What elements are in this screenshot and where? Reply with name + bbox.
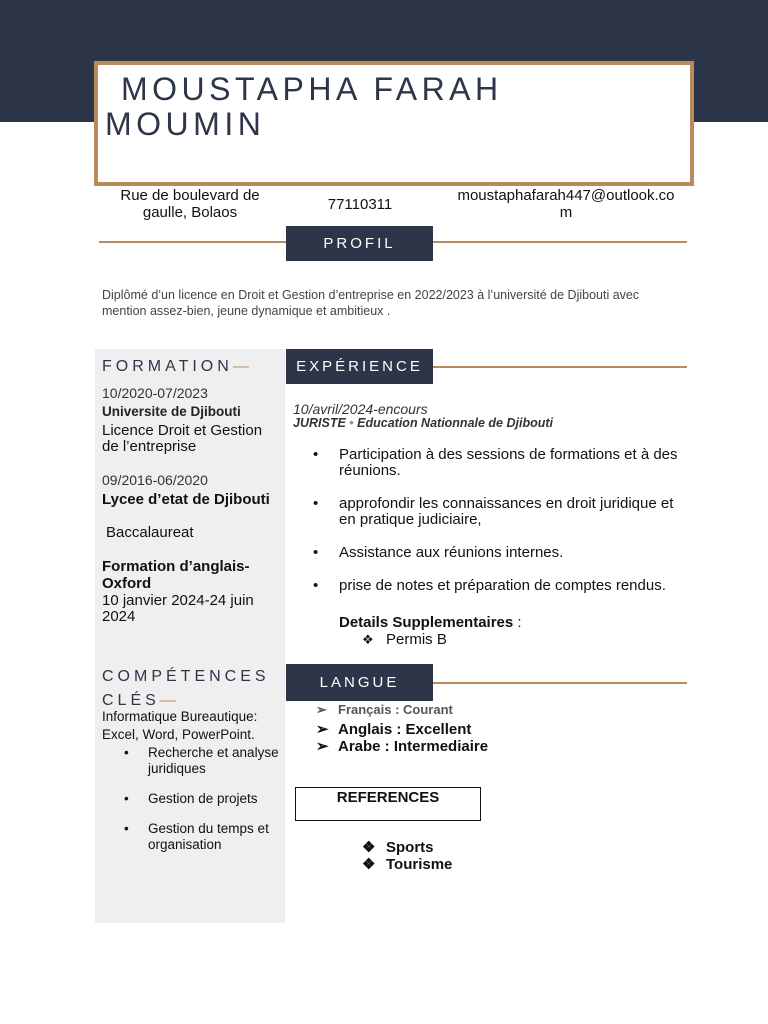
competences-list: [120, 745, 280, 867]
formation-dates-2: 09/2016-06/2020: [102, 472, 208, 488]
langue-item-1: ➢ Français : Courant: [316, 702, 453, 717]
formation-dates-3: 10 janvier 2024-24 juin 2024: [102, 592, 254, 625]
experience-date: 10/avril/2024-encours: [293, 401, 428, 417]
profil-text: Diplômé d’un licence en Droit et Gestion d’entreprise en 2022/2023 à l’université de Djibouti avec mention assez-bien, jeune dynamique et ambitieux .: [102, 288, 640, 318]
references-box: [295, 787, 481, 821]
formation-school-1: Universite de Djibouti: [102, 404, 241, 419]
formation-heading: FORMATION—: [102, 358, 249, 375]
formation-school-3: Formation d’anglais-Oxford: [102, 558, 250, 592]
profil-heading: PROFIL: [286, 226, 433, 261]
experience-role-line: JURISTE • Education Nationnale de Djibouti: [293, 416, 553, 430]
details-heading: Details Supplementaires :: [339, 614, 522, 631]
experience-list: [313, 447, 683, 611]
contact-email: moustaphafarah447@outlook.co m: [457, 187, 675, 221]
experience-heading: EXPÉRIENCE: [286, 349, 433, 384]
competences-heading: COMPÉTENCES CLÉS—: [102, 668, 270, 709]
profil-divider-right: [433, 241, 687, 243]
profil-divider-left: [99, 241, 286, 243]
list-item: • Gestion du temps et organisation: [124, 821, 269, 852]
reference-item-1: ❖ Sports: [362, 839, 434, 856]
formation-school-2: Lycee d’etat de Djibouti: [102, 491, 270, 508]
formation-degree-2: Baccalaureat: [106, 524, 194, 541]
candidate-name: MOUSTAPHA FARAH MOUMIN: [105, 71, 503, 142]
langue-heading: LANGUE: [286, 664, 433, 701]
list-item: • Gestion de projets: [124, 791, 258, 806]
experience-divider: [433, 366, 687, 368]
langue-item-3: ➢ Arabe : Intermediaire: [316, 738, 489, 755]
list-item: • approfondir les connaissances en droit juridique et en pratique judiciaire,: [313, 495, 674, 528]
list-item: • Assistance aux réunions internes.: [313, 544, 564, 561]
contact-phone: 77110311: [327, 196, 393, 213]
formation-dates-1: 10/2020-07/2023: [102, 385, 208, 401]
list-item: • Recherche et analyse juridiques: [124, 745, 279, 776]
contact-address: Rue de boulevard de gaulle, Bolaos: [120, 187, 260, 221]
langue-divider: [433, 682, 687, 684]
name-box: [94, 61, 694, 186]
formation-degree-1: Licence Droit et Gestion de l’entreprise: [102, 422, 263, 455]
list-item: • prise de notes et préparation de comptes rendus.: [313, 577, 666, 594]
competences-intro: Informatique Bureautique: Excel, Word, PowerPoint.: [102, 709, 258, 742]
langue-item-2: ➢ Anglais : Excellent: [316, 721, 472, 738]
details-item: ❖ Permis B: [362, 631, 447, 648]
references-heading: REFERENCES: [336, 789, 440, 806]
list-item: • Participation à des sessions de formations et à des réunions.: [313, 446, 678, 479]
reference-item-2: ❖ Tourisme: [362, 856, 453, 873]
